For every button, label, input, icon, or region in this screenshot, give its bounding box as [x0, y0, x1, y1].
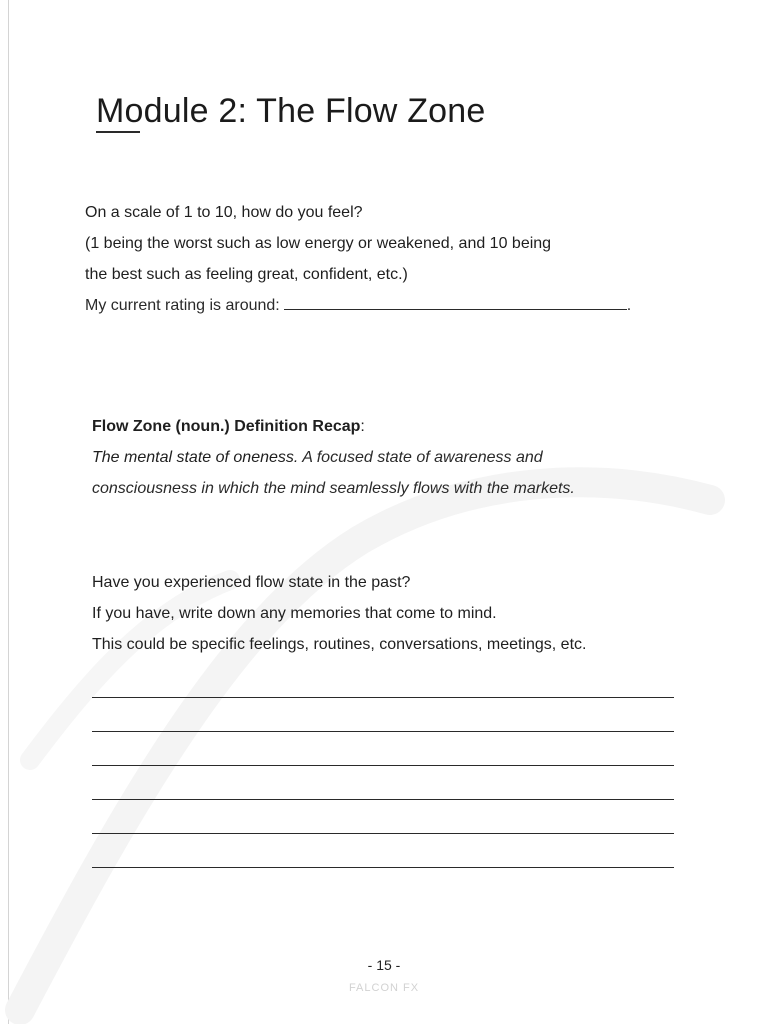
- page-number: - 15 -: [367, 957, 401, 973]
- scale-question-line: On a scale of 1 to 10, how do you feel?: [85, 204, 363, 221]
- rating-label: My current rating is around:: [85, 297, 280, 314]
- definition-lead-phrase: The mental state of oneness.: [92, 449, 299, 466]
- page-title: Module 2: The Flow Zone: [96, 92, 486, 130]
- writing-line[interactable]: [92, 799, 674, 800]
- writing-line[interactable]: [92, 765, 674, 766]
- experience-block: [92, 567, 586, 660]
- experience-line: If you have, write down any memories that come to mind.: [92, 605, 497, 622]
- writing-line[interactable]: [92, 867, 674, 868]
- writing-line[interactable]: [92, 833, 674, 834]
- definition-heading: [92, 411, 575, 442]
- rating-blank[interactable]: [284, 291, 627, 310]
- experience-line: This could be specific feelings, routines, conversations, meetings, etc.: [92, 636, 587, 653]
- writing-lines: [92, 697, 674, 901]
- definition-rest: A focused state of awareness and: [302, 449, 543, 466]
- definition-block: [92, 411, 575, 504]
- scale-question-line: (1 being the worst such as low energy or weakened, and 10 being: [85, 235, 552, 252]
- page-edge: [8, 0, 9, 1024]
- rating-line: [85, 290, 631, 321]
- rating-end: .: [626, 297, 632, 314]
- definition-colon: :: [360, 418, 365, 435]
- scale-question-block: [85, 197, 631, 321]
- writing-line[interactable]: [92, 697, 674, 698]
- definition-term: Flow Zone (noun.) Definition Recap: [92, 418, 361, 435]
- definition-line-1: [92, 442, 575, 473]
- experience-line: Have you experienced flow state in the past?: [92, 574, 411, 591]
- writing-line[interactable]: [92, 731, 674, 732]
- scale-question-line: the best such as feeling great, confident, etc.): [85, 266, 408, 283]
- footer-brand: FALCON FX: [348, 982, 420, 994]
- definition-line-2: consciousness in which the mind seamlessly flows with the markets.: [92, 480, 575, 497]
- title-underline: [96, 131, 140, 133]
